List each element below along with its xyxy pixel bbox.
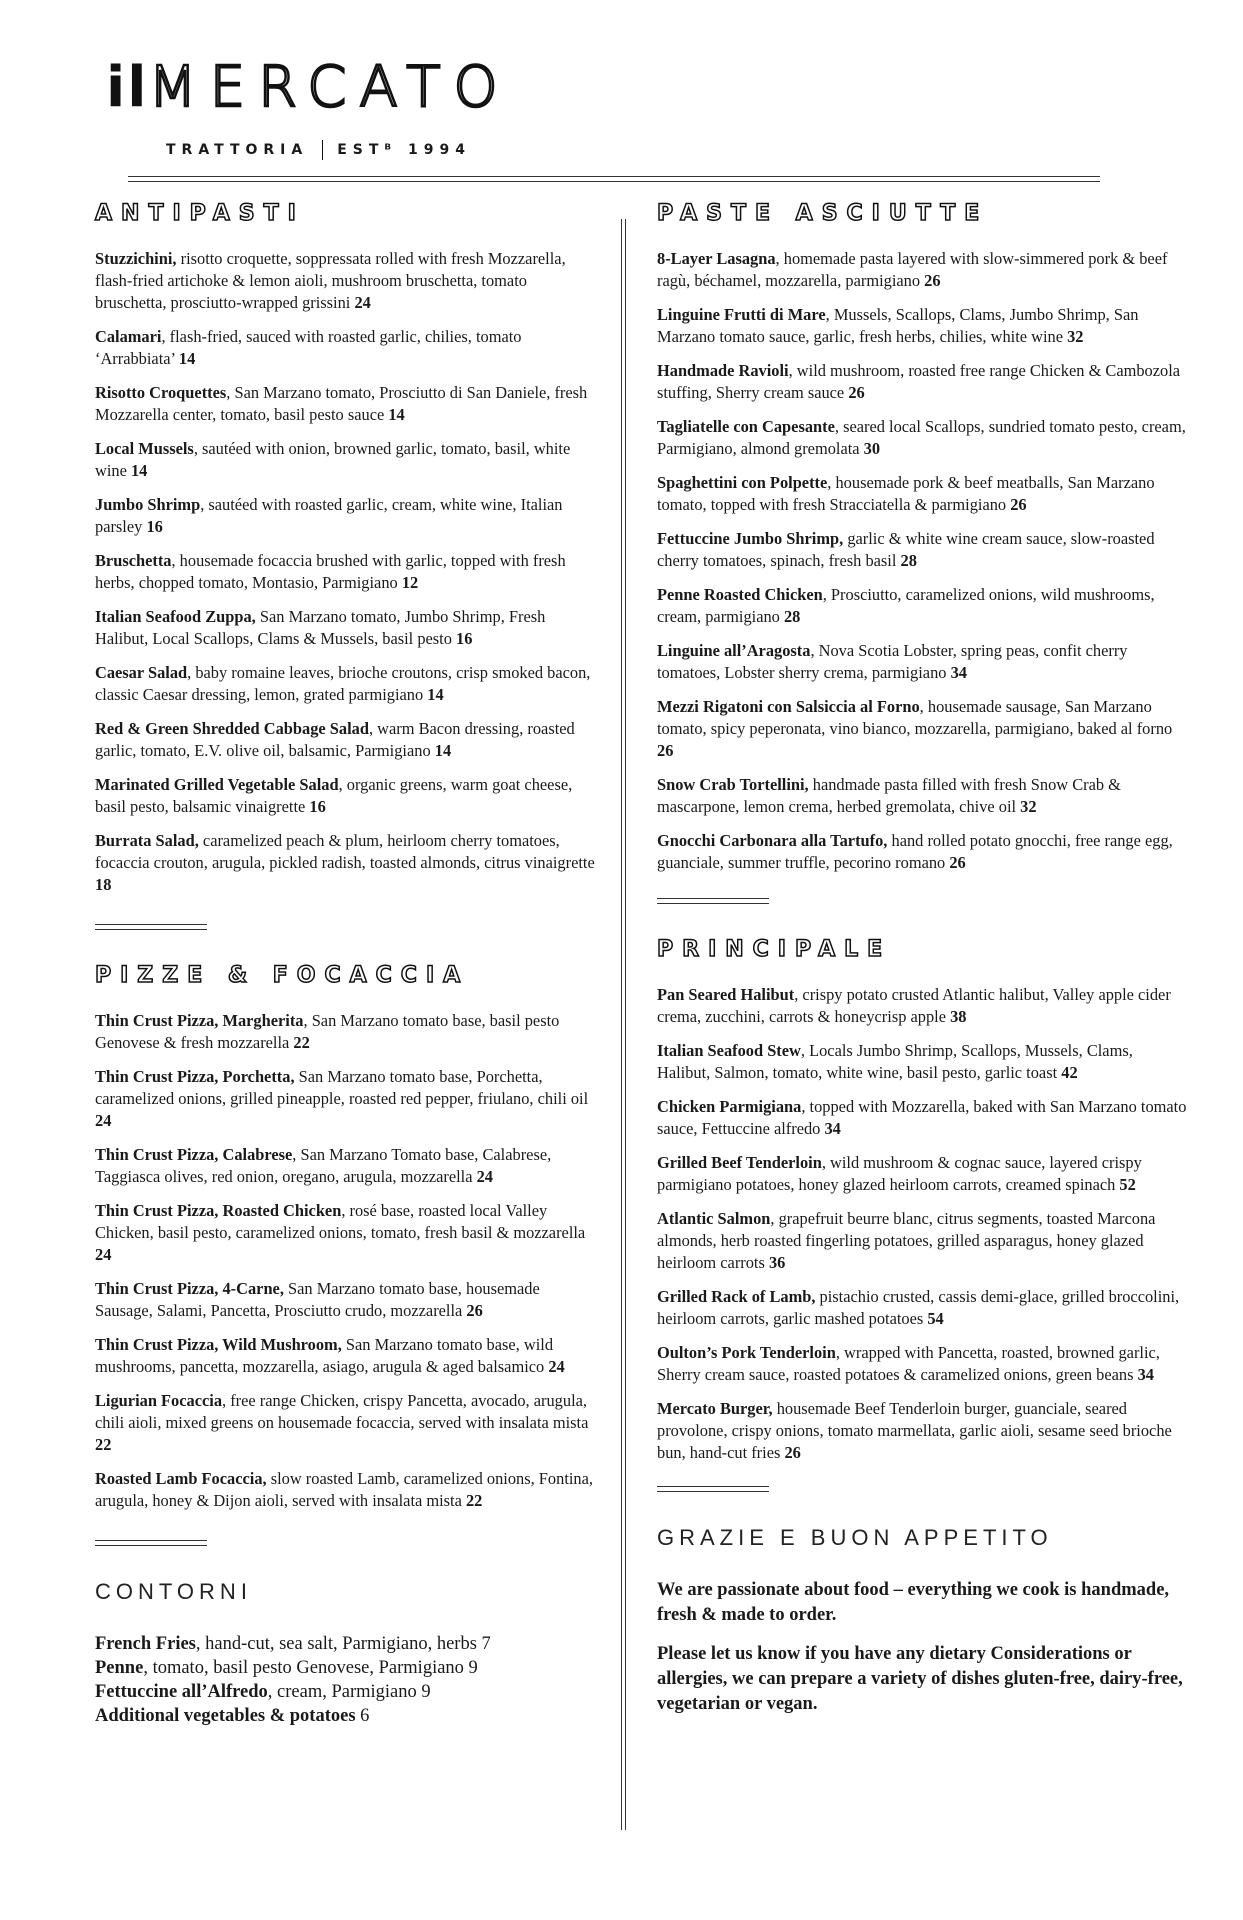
paste-menu-item [657, 584, 1189, 628]
paste-menu-item [657, 640, 1189, 684]
antipasti-menu-item [95, 774, 600, 818]
pizze-list [95, 1010, 600, 1512]
principale-menu-item [657, 1208, 1189, 1274]
item-price: 24 [354, 293, 371, 312]
item-name: Thin Crust Pizza, Calabrese [95, 1145, 293, 1164]
item-price: 9 [421, 1682, 431, 1702]
item-price: 12 [401, 573, 419, 592]
item-name: Red & Green Shredded Cabbage Salad [95, 719, 369, 738]
principale-menu-item [657, 1286, 1189, 1330]
contorni-list [95, 1632, 600, 1728]
principale-menu-item [657, 1096, 1189, 1140]
item-description: , baby romaine leaves, brioche croutons, crisp smoked bacon, classic Caesar dressing, lemon, grated parmigiano [95, 663, 591, 704]
pizze-menu-item [95, 1390, 600, 1456]
item-name: Thin Crust Pizza, Wild Mushroom, [95, 1335, 342, 1354]
antipasti-menu-item [95, 550, 600, 594]
item-price: 32 [1020, 797, 1037, 816]
item-price: 54 [927, 1309, 944, 1328]
item-description: , topped with Mozzarella, baked with San Marzano tomato sauce, Fettuccine alfredo [657, 1097, 1187, 1138]
item-name: Ligurian Focaccia [95, 1391, 223, 1410]
antipasti-menu-item [95, 606, 600, 650]
item-name: Pan Seared Halibut [657, 985, 795, 1004]
antipasti-title: ANTIPASTI [95, 201, 305, 226]
item-description: , cream, Parmigiano [267, 1682, 422, 1702]
item-description: housemade Beef Tenderloin burger, guanciale, seared provolone, crispy onions, tomato marmellata, garlic aioli, sesame seed brioche bun, hand-cut fries [657, 1399, 1172, 1462]
item-description: , homemade pasta layered with slow-simmered pork & beef ragù, béchamel, mozzarella, parmigiano [657, 249, 1168, 290]
item-description: hand rolled potato gnocchi, free range egg, guanciale, summer truffle, pecorino romano [657, 831, 1173, 872]
item-name: Calamari [95, 327, 162, 346]
item-description: , Nova Scotia Lobster, spring peas, confit cherry tomatoes, Lobster sherry crema, parmigiano [657, 641, 1128, 682]
item-name: French Fries [95, 1634, 196, 1654]
section-rule [657, 1486, 769, 1492]
item-price: 26 [466, 1301, 483, 1320]
item-description: , warm Bacon dressing, roasted garlic, tomato, E.V. olive oil, balsamic, Parmigiano [95, 719, 575, 760]
paste-menu-item [657, 696, 1189, 762]
item-description: , wild mushroom & cognac sauce, layered crispy parmigiano potatoes, honey glazed heirloom carrots, creamed spinach [657, 1153, 1142, 1194]
pizze-menu-item [95, 1468, 600, 1512]
principale-menu-item [657, 1398, 1189, 1464]
item-description: , wrapped with Pancetta, roasted, browned garlic, Sherry cream sauce, roasted potatoes & caramelized onions, green beans [657, 1343, 1160, 1384]
antipasti-menu-item [95, 248, 600, 314]
item-description: , Prosciutto, caramelized onions, wild mushrooms, cream, parmigiano [657, 585, 1155, 626]
item-price: 14 [130, 461, 148, 480]
item-price: 14 [434, 741, 452, 760]
antipasti-menu-item [95, 830, 600, 896]
item-name: Risotto Croquettes [95, 383, 227, 402]
contorni-menu-item [95, 1680, 600, 1704]
item-name: Snow Crab Tortellini, [657, 775, 809, 794]
logo-established: ESTᴮ 1994 [337, 142, 471, 158]
antipasti-menu-item [95, 326, 600, 370]
item-price: 42 [1061, 1063, 1078, 1082]
item-name: Italian Seafood Stew [657, 1041, 801, 1060]
item-name: Tagliatelle con Capesante [657, 417, 835, 436]
item-name: Stuzzichini, [95, 249, 177, 268]
restaurant-logo [106, 55, 511, 160]
logo-separator [322, 140, 323, 160]
antipasti-menu-item [95, 438, 600, 482]
item-name: Grilled Beef Tenderloin [657, 1153, 822, 1172]
item-price: 14 [388, 405, 405, 424]
antipasti-menu-item [95, 382, 600, 426]
item-name: Local Mussels [95, 439, 194, 458]
item-description: , sautéed with onion, browned garlic, tomato, basil, white wine [95, 439, 571, 480]
item-description: , Locals Jumbo Shrimp, Scallops, Mussels, Clams, Halibut, Salmon, tomato, white wine, basil pesto, garlic toast [657, 1041, 1133, 1082]
item-name: Thin Crust Pizza, Roasted Chicken [95, 1201, 342, 1220]
item-name: Linguine all’Aragosta [657, 641, 811, 660]
item-name: Burrata Salad, [95, 831, 199, 850]
paste-title: PASTE ASCIUTTE [657, 201, 989, 226]
item-name: Fettuccine all’Alfredo [95, 1682, 268, 1702]
left-column [95, 200, 600, 1728]
item-price: 52 [1119, 1175, 1136, 1194]
paste-list [657, 248, 1189, 874]
item-name: 8-Layer Lasagna [657, 249, 776, 268]
item-name: Caesar Salad [95, 663, 188, 682]
column-divider-right [625, 219, 626, 1830]
paste-menu-item [657, 304, 1189, 348]
section-rule [95, 924, 207, 930]
item-description: , housemade sausage, San Marzano tomato, spicy peperonata, vino bianco, mozzarella, parmigiano, baked al forno [657, 697, 1173, 738]
item-description: , tomato, basil pesto Genovese, Parmigiano [143, 1658, 469, 1678]
item-description: San Marzano tomato base, housemade Sausage, Salami, Pancetta, Prosciutto crudo, mozzarella [95, 1279, 540, 1320]
item-name: Thin Crust Pizza, 4-Carne, [95, 1279, 284, 1298]
item-description: San Marzano tomato base, wild mushrooms, pancetta, mozzarella, asiago, arugula & aged balsamico [95, 1335, 554, 1376]
item-price: 14 [427, 685, 444, 704]
section-rule [95, 1540, 207, 1546]
item-price: 36 [768, 1253, 786, 1272]
item-price: 30 [863, 439, 881, 458]
logo-trattoria: TRATTORIA [166, 142, 309, 158]
paste-menu-item [657, 472, 1189, 516]
item-name: Bruschetta [95, 551, 172, 570]
column-divider-left [621, 219, 622, 1830]
item-description: , grapefruit beurre blanc, citrus segments, toasted Marcona almonds, herb roasted fingerling potatoes, grilled asparagus, honey glazed heirloom carrots [657, 1209, 1156, 1272]
paste-menu-item [657, 416, 1189, 460]
item-name: Jumbo Shrimp [95, 495, 201, 514]
item-price: 16 [146, 517, 163, 536]
item-name: Thin Crust Pizza, Porchetta, [95, 1067, 295, 1086]
principale-menu-item [657, 1152, 1189, 1196]
antipasti-menu-item [95, 494, 600, 538]
item-price: 14 [178, 349, 196, 368]
antipasti-list [95, 248, 600, 896]
grazie-notes [657, 1578, 1189, 1717]
item-price: 26 [784, 1443, 801, 1462]
item-description: , San Marzano Tomato base, Calabrese, Taggiasca olives, red onion, oregano, arugula, mozzarella [95, 1145, 552, 1186]
paste-menu-item [657, 528, 1189, 572]
item-price: 26 [848, 383, 865, 402]
principale-menu-item [657, 1040, 1189, 1084]
item-description: slow roasted Lamb, caramelized onions, Fontina, arugula, honey & Dijon aioli, served with insalata mista [95, 1469, 593, 1510]
item-name: Penne [95, 1658, 144, 1678]
item-name: Additional vegetables & potatoes [95, 1706, 361, 1726]
item-description: San Marzano tomato base, Porchetta, caramelized onions, grilled pineapple, roasted red pepper, friulano, chili oil [95, 1067, 589, 1108]
item-description: , seared local Scallops, sundried tomato pesto, cream, Parmigiano, almond gremolata [657, 417, 1186, 458]
contorni-menu-item [95, 1704, 600, 1728]
item-description: , crispy potato crusted Atlantic halibut, Valley apple cider crema, zucchini, carrots & honeycrisp apple [657, 985, 1171, 1026]
header-rule-top [128, 176, 1100, 177]
item-price: 26 [949, 853, 966, 872]
grazie-title: GRAZIE E BUON APPETITO [657, 1525, 1053, 1550]
item-price: 34 [1137, 1365, 1154, 1384]
principale-list [657, 984, 1189, 1464]
item-name: Gnocchi Carbonara alla Tartufo, [657, 831, 888, 850]
item-price: 16 [309, 797, 326, 816]
item-description: , rosé base, roasted local Valley Chicken, basil pesto, caramelized onions, tomato, fresh basil & mozzarella [95, 1201, 586, 1242]
logo-il: il [106, 55, 149, 120]
item-description: , sautéed with roasted garlic, cream, white wine, Italian parsley [95, 495, 563, 536]
item-price: 24 [476, 1167, 493, 1186]
item-name: Fettuccine Jumbo Shrimp, [657, 529, 844, 548]
pizze-menu-item [95, 1066, 600, 1132]
item-price: 28 [783, 607, 801, 626]
logo-wordmark [106, 55, 511, 120]
item-price: 32 [1067, 327, 1084, 346]
section-rule [657, 898, 769, 904]
item-name: Penne Roasted Chicken [657, 585, 823, 604]
pizze-menu-item [95, 1278, 600, 1322]
item-price: 24 [95, 1111, 112, 1130]
item-name: Mezzi Rigatoni con Salsiccia al Forno [657, 697, 920, 716]
item-price: 24 [548, 1357, 565, 1376]
item-description: handmade pasta filled with fresh Snow Crab & mascarpone, lemon crema, herbed gremolata, chive oil [657, 775, 1121, 816]
contorni-menu-item [95, 1656, 600, 1680]
grazie-para-1: We are passionate about food – everything we cook is handmade, fresh & made to order. [657, 1580, 1170, 1625]
contorni-menu-item [95, 1632, 600, 1656]
item-name: Roasted Lamb Focaccia, [95, 1469, 267, 1488]
item-description: , housemade focaccia brushed with garlic, topped with fresh herbs, chopped tomato, Montasio, Parmigiano [95, 551, 566, 592]
item-description: , San Marzano tomato base, basil pesto Genovese & fresh mozzarella [95, 1011, 560, 1052]
item-description: , San Marzano tomato, Prosciutto di San Daniele, fresh Mozzarella center, tomato, basil pesto sauce [95, 383, 588, 424]
item-price: 26 [1010, 495, 1027, 514]
paste-menu-item [657, 248, 1189, 292]
item-description: pistachio crusted, cassis demi-glace, grilled broccolini, heirloom carrots, garlic mashed potatoes [657, 1287, 1180, 1328]
right-column [657, 200, 1189, 1731]
principale-menu-item [657, 984, 1189, 1028]
paste-menu-item [657, 360, 1189, 404]
item-name: Atlantic Salmon [657, 1209, 771, 1228]
item-description: , organic greens, warm goat cheese, basil pesto, balsamic vinaigrette [95, 775, 573, 816]
item-description: risotto croquette, soppressata rolled with fresh Mozzarella, flash-fried artichoke & lemon aioli, mushroom bruschetta, tomato bruschetta, prosciutto-wrapped grissini [95, 249, 566, 312]
item-name: Marinated Grilled Vegetable Salad [95, 775, 339, 794]
item-name: Oulton’s Pork Tenderloin [657, 1343, 836, 1362]
item-price: 22 [465, 1491, 483, 1510]
item-name: Thin Crust Pizza, Margherita [95, 1011, 304, 1030]
item-price: 6 [360, 1706, 370, 1726]
item-description: caramelized peach & plum, heirloom cherry tomatoes, focaccia crouton, arugula, pickled radish, toasted almonds, citrus vinaigrette [95, 831, 595, 872]
item-description: , flash-fried, sauced with roasted garlic, chilies, tomato ‘Arrabbiata’ [95, 327, 522, 368]
item-description: , free range Chicken, crispy Pancetta, avocado, arugula, chili aioli, mixed greens on housemade focaccia, served with insalata mista [95, 1391, 589, 1432]
item-price: 28 [900, 551, 917, 570]
item-price: 22 [293, 1033, 310, 1052]
item-name: Spaghettini con Polpette [657, 473, 828, 492]
grazie-para-2: Please let us know if you have any dietary Considerations or allergies, we can prepare a variety of dishes gluten-free, dairy-free, vegetarian or vegan. [657, 1644, 1183, 1714]
antipasti-menu-item [95, 718, 600, 762]
item-price: 16 [456, 629, 473, 648]
contorni-title: CONTORNI [95, 1579, 252, 1604]
item-description: , hand-cut, sea salt, Parmigiano, herbs [195, 1634, 482, 1654]
item-price: 26 [924, 271, 941, 290]
pizze-title: PIZZE & FOCACCIA [95, 963, 470, 988]
item-price: 34 [824, 1119, 841, 1138]
principale-menu-item [657, 1342, 1189, 1386]
item-description: San Marzano tomato, Jumbo Shrimp, Fresh Halibut, Local Scallops, Clams & Mussels, basil pesto [95, 607, 546, 648]
item-description: garlic & white wine cream sauce, slow-roasted cherry tomatoes, spinach, fresh basil [657, 529, 1155, 570]
item-name: Italian Seafood Zuppa, [95, 607, 256, 626]
item-name: Chicken Parmigiana [657, 1097, 802, 1116]
pizze-menu-item [95, 1144, 600, 1188]
item-price: 38 [950, 1007, 967, 1026]
item-price: 18 [95, 875, 112, 894]
item-name: Mercato Burger, [657, 1399, 773, 1418]
paste-menu-item [657, 774, 1189, 818]
antipasti-menu-item [95, 662, 600, 706]
pizze-menu-item [95, 1200, 600, 1266]
logo-tagline [106, 140, 511, 160]
item-price: 24 [95, 1245, 112, 1264]
item-price: 34 [950, 663, 967, 682]
item-description: , housemade pork & beef meatballs, San Marzano tomato, topped with fresh Stracciatella & parmigiano [657, 473, 1155, 514]
item-description: , Mussels, Scallops, Clams, Jumbo Shrimp, San Marzano tomato sauce, garlic, fresh herbs, chilies, white wine [657, 305, 1139, 346]
item-name: Grilled Rack of Lamb, [657, 1287, 816, 1306]
item-price: 7 [481, 1634, 491, 1654]
pizze-menu-item [95, 1334, 600, 1378]
item-price: 22 [95, 1435, 112, 1454]
pizze-menu-item [95, 1010, 600, 1054]
item-price: 9 [468, 1658, 478, 1678]
item-price: 26 [657, 741, 674, 760]
principale-title: PRINCIPALE [657, 937, 892, 962]
header-rule-bottom [128, 181, 1100, 182]
paste-menu-item [657, 830, 1189, 874]
item-description: , wild mushroom, roasted free range Chicken & Cambozola stuffing, Sherry cream sauce [657, 361, 1181, 402]
item-name: Handmade Ravioli [657, 361, 789, 380]
logo-mercato: MERCATO [148, 55, 511, 120]
item-name: Linguine Frutti di Mare [657, 305, 826, 324]
